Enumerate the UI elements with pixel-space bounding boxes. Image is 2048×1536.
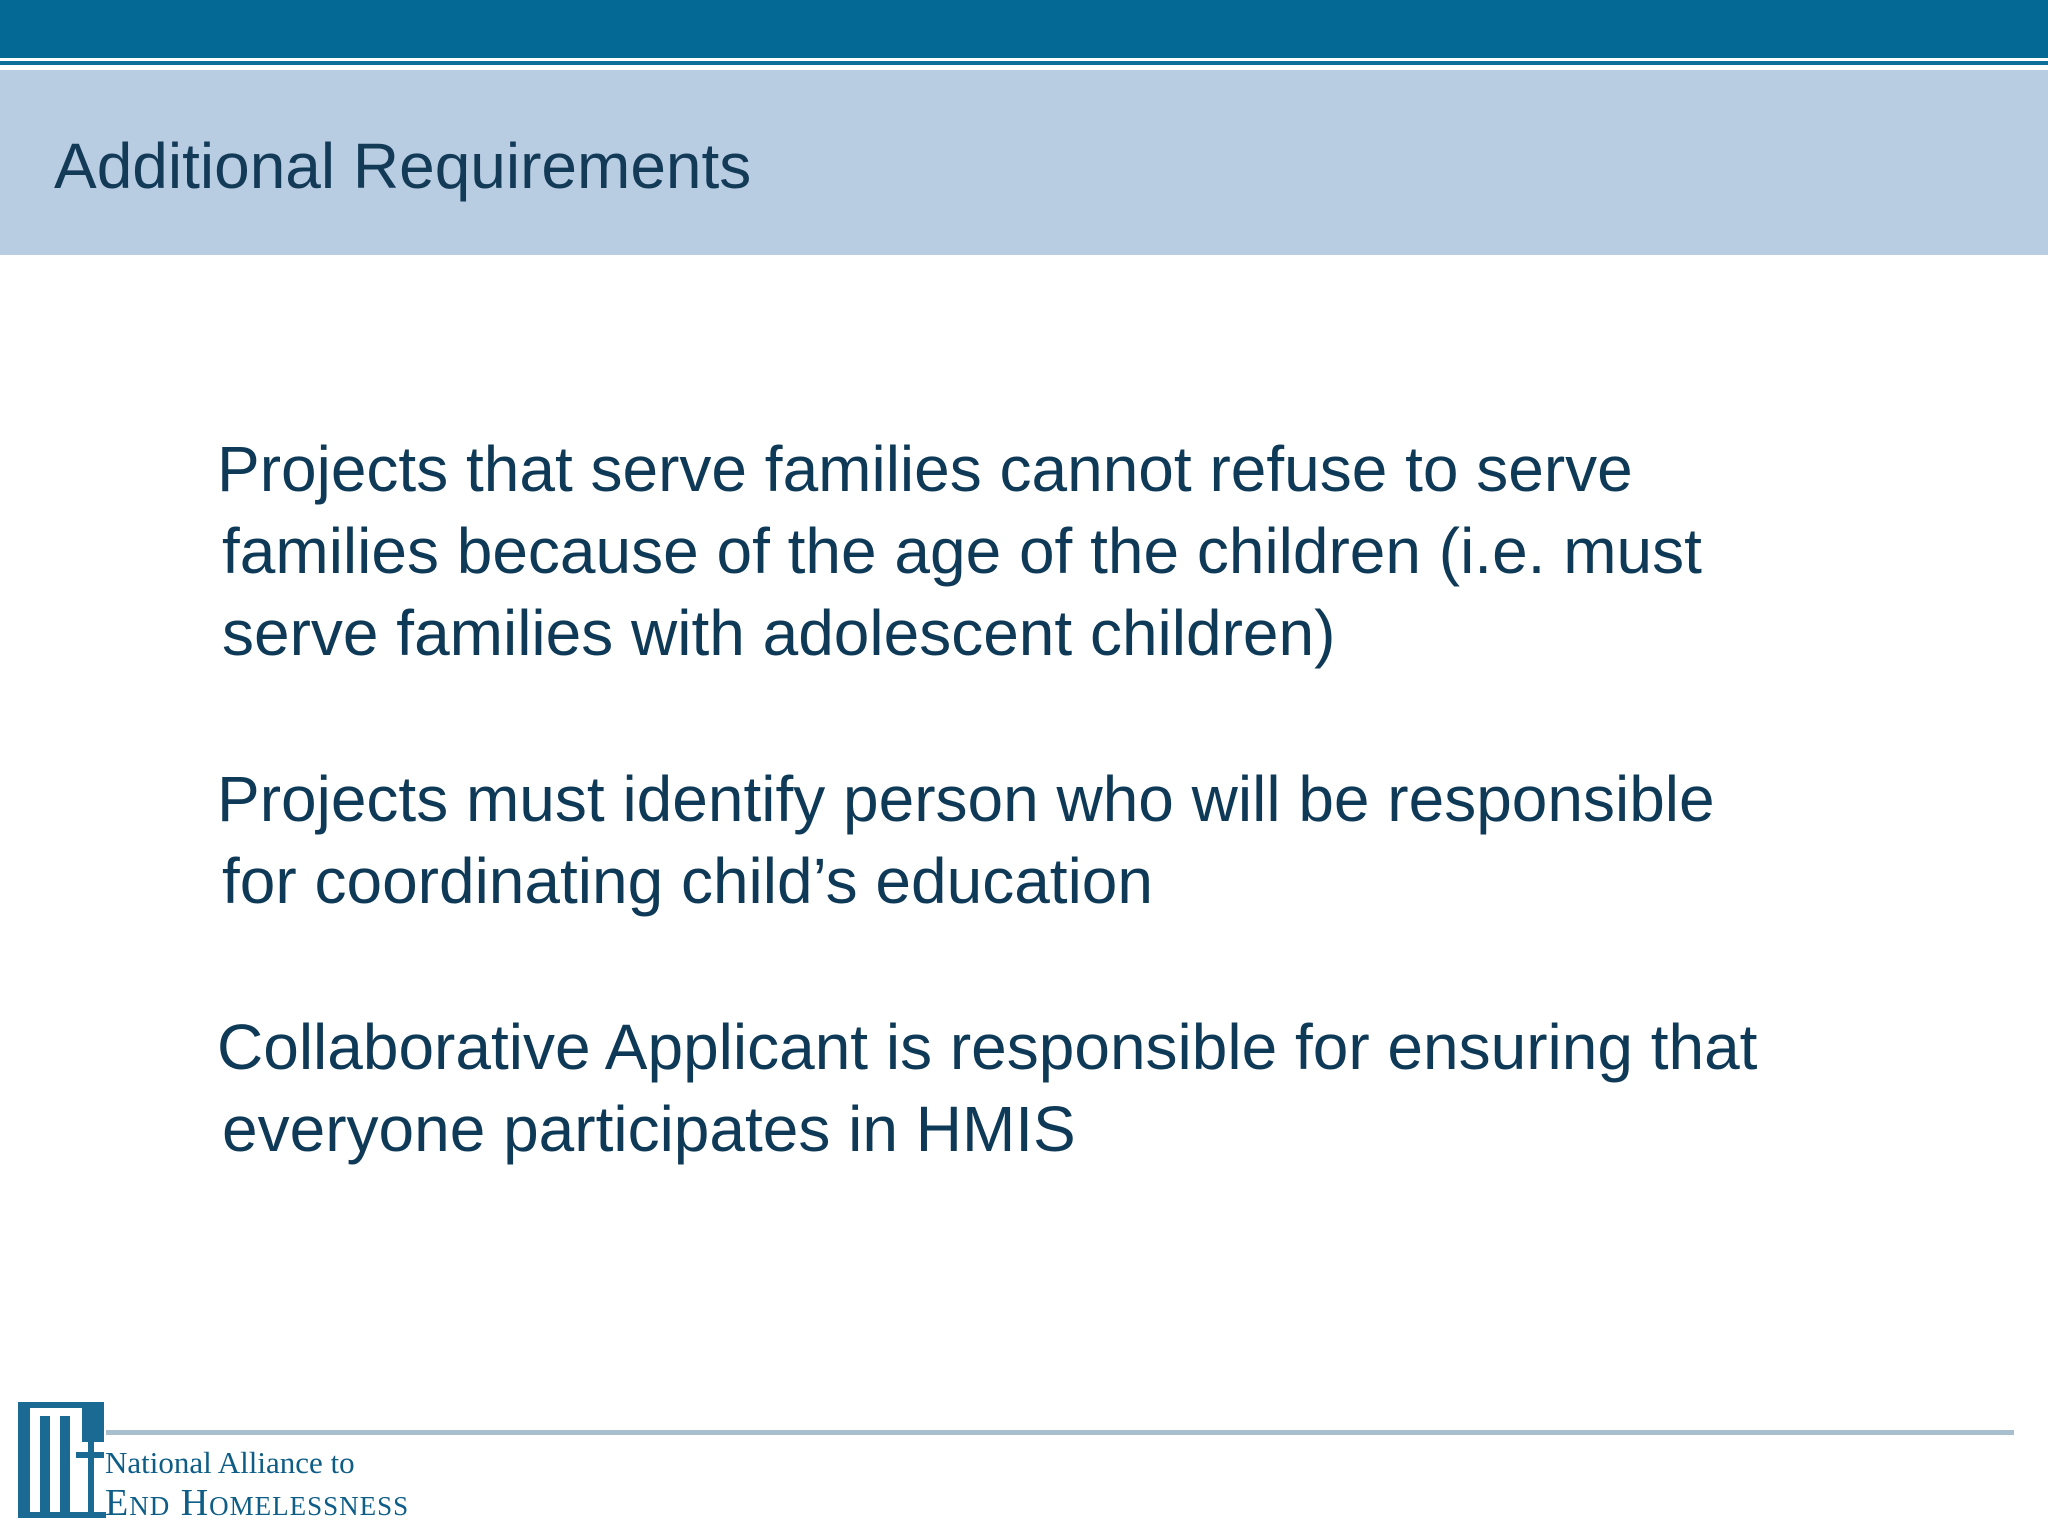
organization-logo-text [105, 1445, 409, 1525]
paragraph-line: families because of the age of the children (i.e. must [222, 515, 1702, 587]
top-bar-stripe [0, 61, 2048, 65]
paragraph-line: Collaborative Applicant is responsible for ensuring that [217, 1011, 1758, 1083]
paragraph-line: everyone participates in HMIS [222, 1093, 1076, 1165]
paragraph-line: Projects that serve families cannot refuse to serve [217, 433, 1633, 505]
paragraph-hmis [217, 1006, 1917, 1170]
slide-body [217, 428, 1917, 1254]
footer-divider [104, 1430, 2014, 1435]
logo-line-end-homelessness: End Homelessness [105, 1482, 410, 1524]
paragraph-line: serve families with adolescent children) [222, 597, 1336, 669]
house-logo-icon [16, 1402, 106, 1520]
paragraph-education [217, 758, 1917, 922]
paragraph-line: for coordinating child’s education [222, 845, 1153, 917]
paragraph-families [217, 428, 1917, 674]
logo-line-national-alliance: National Alliance to [105, 1445, 355, 1480]
paragraph-line: Projects must identify person who will be responsible [217, 763, 1715, 835]
top-bar [0, 0, 2048, 58]
slide-title: Additional Requirements [54, 130, 752, 202]
